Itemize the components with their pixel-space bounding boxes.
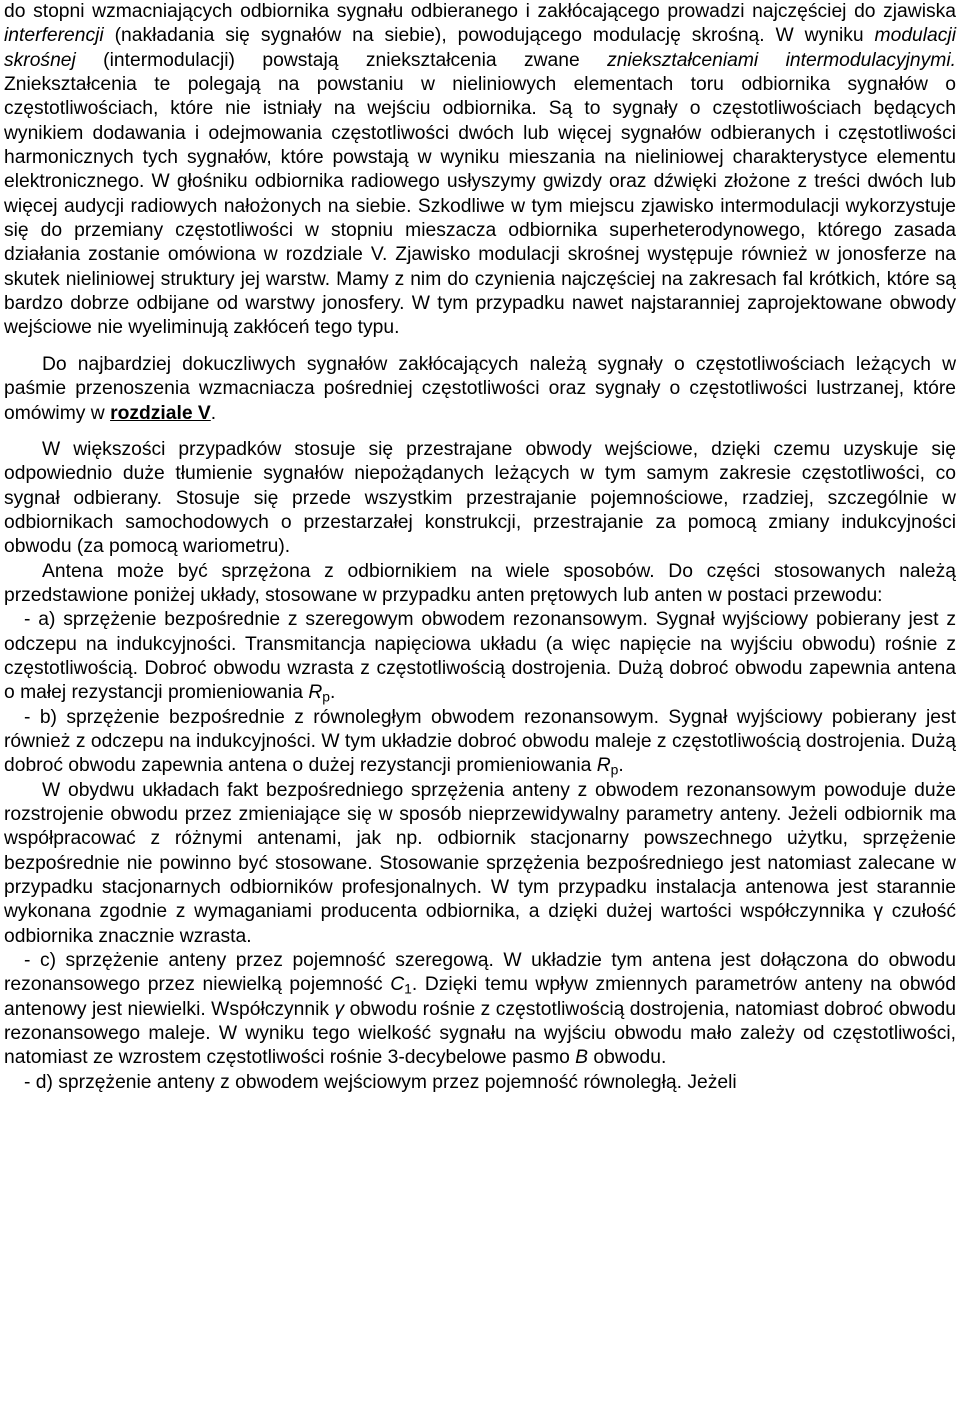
subscript-p: p — [322, 688, 331, 705]
text-run: do stopni wzmacniających odbiornika sygnału odbieranego i zakłócającego prowadzi najczęściej do zjawiska — [4, 1, 956, 22]
symbol-gamma: γ — [334, 998, 345, 1020]
text-run: obwodu rośnie z częstotliwością dostrojenia, natomiast dobroć obwodu rezonansowego maleje. W wyniku tego wielkość sygnału na wyjściu obwodu mało zależy od częstotliwości, natomiast ze wzrostem częstotliwości rośnie 3-decybelowe pasmo — [4, 998, 956, 1069]
text-run: obwodu. — [588, 1047, 667, 1069]
text-run: - c) sprzężenie anteny przez pojemność szeregową. W układzie tym antena jest dołączona do obwodu rezonansowego przez niewielką pojemność — [4, 950, 956, 996]
list-item-b — [4, 706, 956, 779]
text-run: . — [618, 755, 624, 777]
text-run: - b) sprzężenie bezpośrednie z równoległym obwodem rezonansowym. Sygnał wyjściowy pobierany jest również z odczepu na indukcyjności. W tym układzie dobroć obwodu maleje z częstotliwością dostrojenia. Dużą dobroć obwodu zapewnia antena o dużej rezystancji promieniowania — [4, 706, 956, 777]
symbol-c: C — [390, 974, 405, 996]
paragraph-interfering-signals — [4, 353, 956, 426]
term-interference: interferencji — [4, 25, 104, 47]
text-run: (intermodulacji) powstają zniekształcenia zwane — [75, 49, 608, 71]
term-intermodulation-distortion: zniekształceniami intermodulacyjnymi. — [607, 49, 956, 71]
list-item-c — [4, 949, 956, 1071]
paragraph-antenna-coupling: Antena może być sprzężona z odbiornikiem na wiele sposobów. Do części stosowanych należą przedstawione poniżej układy, stosowane w przypadku anten prętowych lub anten w postaci przewodu: — [4, 560, 956, 606]
symbol-r: R — [596, 755, 611, 777]
text-run: - a) sprzężenie bezpośrednie z szeregowym obwodem rezonansowym. Sygnał wyjściowy pobierany jest z odczepu na indukcyjności. Transmitancja napięciowa układu (a więc napięcie na wyjściu obwodu) rośnie z częstotliwością. Dobroć obwodu wzrasta z częstotliwością dostrojenia. Dużą dobroć obwodu zapewnia antena o małej rezystancji promieniowania — [4, 609, 956, 704]
chapter-v-link[interactable]: rozdziale V — [110, 402, 211, 424]
subscript-1: 1 — [404, 980, 412, 997]
text-run: (nakładania się sygnałów na siebie), powodującego modulację skrośną. W wyniku — [103, 25, 875, 47]
text-run: Zniekształcenia te polegają na powstaniu w nieliniowych elementach toru odbiornika sygnałów o częstotliwościach, które nie istniały na wejściu odbiornika. Są to sygnały o częstotliwościach będących wynikiem dodawania i odejmowania częstotliwości dwóch lub więcej sygnałów odbieranych i częstotliwości harmonicznych tych sygnałów, które powstają w wyniku mieszania na nieliniowej charakterystyce elementu elektronicznego. W głośniku odbiornika radiowego usłyszymy gwizdy oraz dźwięki złożone z treści dwóch lub więcej audycji radiowych nałożonych na siebie. Szkodliwe w tym miejscu zjawisko intermodulacji wykorzystuje się do przemiany częstotliwości w stopniu mieszacza odbiornika superheterodynowego, którego zasada działania zostanie omówiona w rozdziale V. Zjawisko modulacji skrośnej występuje również w jonosferze na skutek nieliniowej struktury jej warstw. Mamy z nim do czynienia najczęściej na zakresach fal krótkich, które są bardzo dobrze odbijane od warstwy jonosfery. W tym przypadku nawet najstaranniej zaprojektowane obwody wejściowe nie wyeliminują zakłóceń tego typu. — [4, 74, 956, 339]
paragraph-direct-coupling: W obydwu układach fakt bezpośredniego sprzężenia anteny z obwodem rezonansowym powoduje duże rozstrojenie obwodu przez zmieniające się w sposób nieprzewidywalny parametry anteny. Jeżeli odbiornik ma współpracować z różnymi antenami, jak np. odbiornik stacjonarny powszechnego użytku, sprzężenie bezpośrednie nie powinno być stosowane. Stosowanie sprzężenia bezpośredniego jest natomiast zalecane w przypadku stacjonarnych odbiorników profesjonalnych. W tym przypadku instalacja antenowa jest starannie wykonana zgodnie z wymaganiami producenta odbiornika, a dzięki dużej wartości współczynnika γ czułość odbiornika znacznie wzrasta. — [4, 779, 956, 947]
symbol-b: B — [575, 1047, 589, 1069]
text-run: Do najbardziej dokuczliwych sygnałów zakłócających należą sygnały o częstotliwościach leżących w paśmie przenoszenia wzmacniacza pośredniej częstotliwości oraz sygnały o częstotliwości lustrzanej, które omówimy w — [4, 353, 956, 424]
text-run: . Dzięki temu wpływ zmiennych parametrów anteny na obwód antenowy jest niewielki. Współczynnik — [4, 974, 957, 1020]
paragraph-tuned-circuits: W większości przypadków stosuje się przestrajane obwody wejściowe, dzięki czemu uzyskuje się odpowiednio duże tłumienie sygnałów niepożądanych leżących w tym samym zakresie częstotliwości, co sygnał odbierany. Stosuje się przede wszystkim przestrajanie pojemnościowe, rzadziej, szczególnie w odbiornikach samochodowych o przestarzałej konstrukcji, przestrajanie za pomocą zmiany indukcyjności obwodu (za pomocą wariometru). — [4, 438, 956, 558]
list-item-a — [4, 608, 956, 705]
term-cross-modulation: modulacji skrośnej — [4, 25, 956, 71]
text-run: . — [210, 402, 217, 424]
subscript-p: p — [610, 761, 619, 778]
symbol-r: R — [308, 682, 323, 704]
paragraph-intermodulation — [4, 0, 956, 341]
list-item-d: - d) sprzężenie anteny z obwodem wejściowym przez pojemność równoległą. Jeżeli — [24, 1071, 737, 1093]
text-run: . — [330, 682, 336, 704]
